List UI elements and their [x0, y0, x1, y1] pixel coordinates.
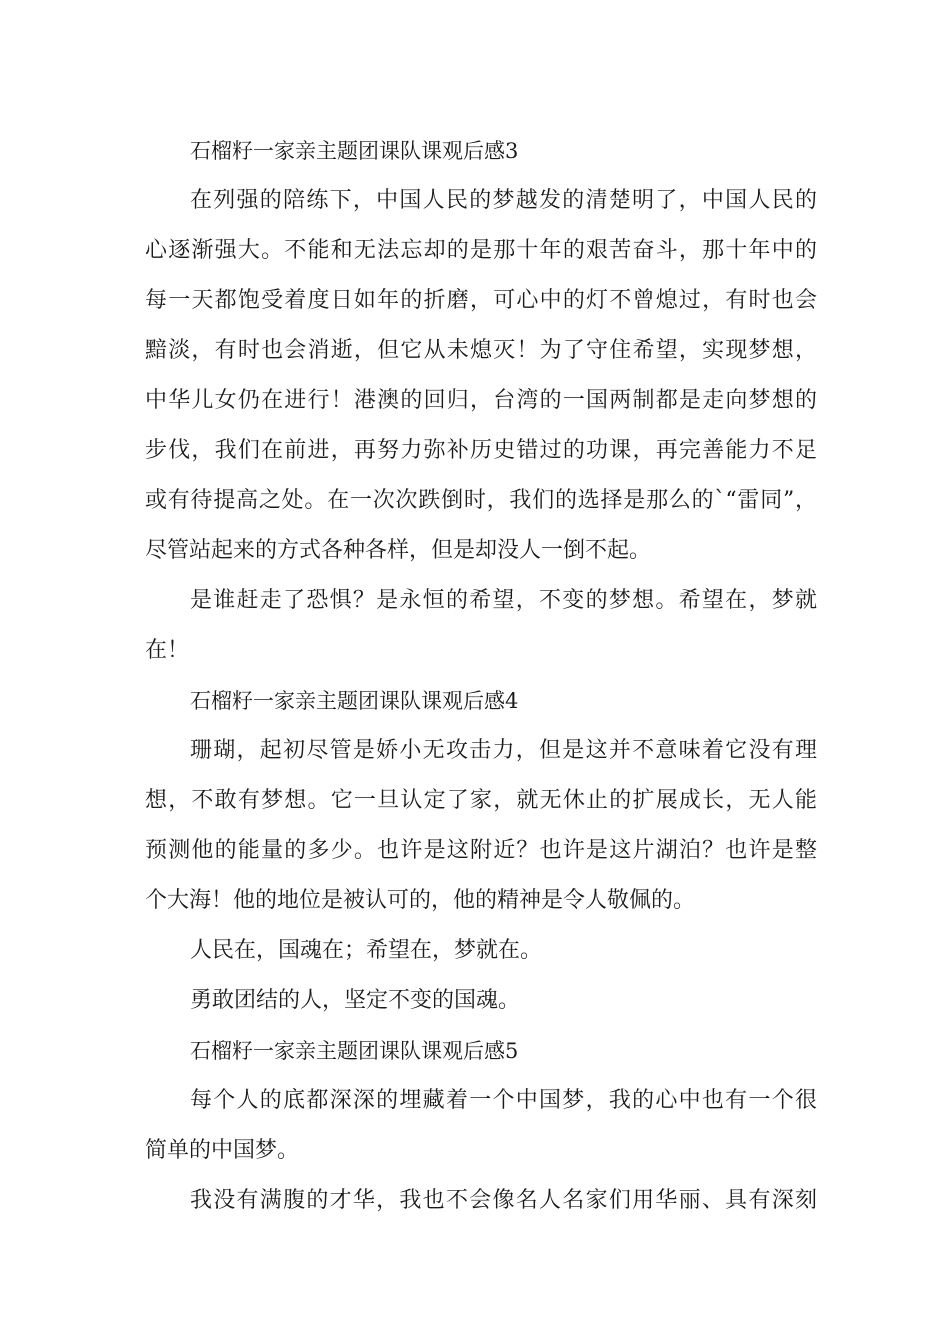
text-line: 个大海！他的地位是被认可的，他的精神是令人敬佩的。	[145, 888, 696, 913]
text-line: 每一天都饱受着度日如年的折磨，可心中的灯不曾熄过，有时也会	[145, 288, 817, 313]
paragraph	[145, 1176, 817, 1226]
paragraph	[145, 726, 817, 926]
text-line: 尽管站起来的方式各种各样，但是却没人一倒不起。	[145, 538, 652, 563]
text-line: 简单的中国梦。	[145, 1138, 300, 1163]
paragraph	[145, 576, 817, 676]
text-line: 黯淡，有时也会消逝，但它从未熄灭！为了守住希望，实现梦想，	[145, 338, 817, 363]
paragraph	[145, 926, 817, 976]
text-line: 预测他的能量的多少。也许是这附近？也许是这片湖泊？也许是整	[145, 838, 817, 863]
text-line: 每个人的底都深深的埋藏着一个中国梦，我的心中也有一个很	[190, 1088, 817, 1113]
section-heading: 石榴籽一家亲主题团课队课观后感3	[190, 139, 519, 163]
text-line: 步伐，我们在前进，再努力弥补历史错过的功课，再完善能力不足	[145, 438, 817, 463]
text-line: 在列强的陪练下，中国人民的梦越发的清楚明了，中国人民的	[190, 188, 817, 213]
text-line: 珊瑚，起初尽管是娇小无攻击力，但是这并不意味着它没有理	[190, 738, 817, 763]
section-heading: 石榴籽一家亲主题团课队课观后感4	[190, 689, 519, 713]
text-line: 中华儿女仍在进行！港澳的回归，台湾的一国两制都是走向梦想的	[145, 388, 817, 413]
text-line: 勇敢团结的人，坚定不变的国魂。	[190, 988, 521, 1013]
document-page	[145, 126, 817, 1226]
paragraph	[145, 976, 817, 1026]
text-line: 心逐渐强大。不能和无法忘却的是那十年的艰苦奋斗，那十年中的	[145, 238, 817, 263]
section-heading: 石榴籽一家亲主题团课队课观后感5	[190, 1039, 519, 1063]
text-line: 在！	[145, 638, 190, 663]
text-line: 想，不敢有梦想。它一旦认定了家，就无休止的扩展成长，无人能	[145, 788, 817, 813]
text-line: 人民在，国魂在；希望在，梦就在。	[190, 938, 543, 963]
paragraph	[145, 1076, 817, 1176]
text-line: 我没有满腹的才华，我也不会像名人名家们用华丽、具有深刻	[190, 1188, 817, 1213]
text-line: 或有待提高之处。在一次次跌倒时，我们的选择是那么的`“雷同”，	[145, 488, 817, 513]
paragraph	[145, 176, 817, 576]
text-line: 是谁赶走了恐惧？是永恒的希望，不变的梦想。希望在，梦就	[190, 588, 817, 613]
